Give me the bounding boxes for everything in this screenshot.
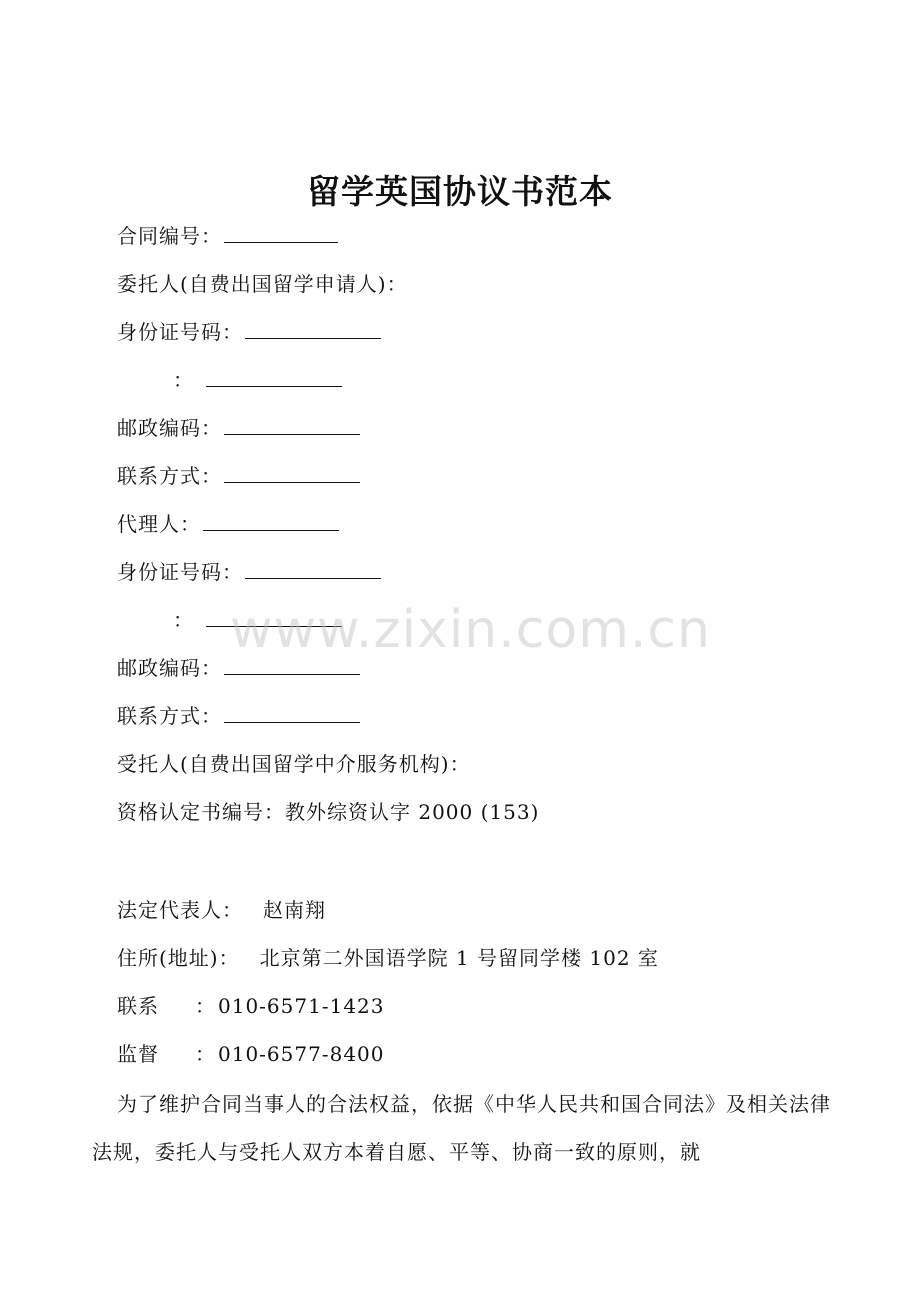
client-id-label: 身份证号码： xyxy=(117,320,243,344)
contract-number-label: 合同编号： xyxy=(117,224,222,248)
supervise-line xyxy=(117,1040,385,1068)
document-title: 留学英国协议书范本 xyxy=(307,172,613,211)
address-line xyxy=(117,944,659,972)
legal-rep-value: 赵南翔 xyxy=(263,898,326,922)
client-contact-label: 联系方式： xyxy=(117,464,222,488)
phone-value: 010-6571-1423 xyxy=(218,994,385,1018)
legal-rep-label: 法定代表人： xyxy=(117,898,243,922)
client-postcode-label: 邮政编码： xyxy=(117,416,222,440)
client-extra-blank xyxy=(206,366,342,387)
address-label: 住所(地址)： xyxy=(117,946,240,970)
legal-rep-line xyxy=(117,896,326,924)
client-label: 委托人(自费出国留学申请人)： xyxy=(117,272,408,296)
cert-number-line xyxy=(117,798,539,826)
agent-contact-blank xyxy=(224,702,360,723)
site-watermark: www.zixin.com.cn xyxy=(230,600,711,660)
agent-blank xyxy=(203,510,339,531)
agent-id-blank xyxy=(245,558,381,579)
intro-paragraph: 为了维护合同当事人的合法权益，依据《中华人民共和国合同法》及相关法律法规，委托人与受托人双方本着自愿、平等、协商一致的原则，就 xyxy=(92,1092,831,1164)
agent-postcode-line xyxy=(117,654,360,682)
agent-contact-line xyxy=(117,702,360,730)
client-postcode-blank xyxy=(224,414,360,435)
agent-postcode-label: 邮政编码： xyxy=(117,656,222,680)
phone-colon: ： xyxy=(195,994,216,1018)
contract-number-blank xyxy=(224,222,338,243)
client-extra-label: ： xyxy=(173,368,194,392)
client-line xyxy=(117,270,408,298)
supervise-colon: ： xyxy=(195,1042,216,1066)
trustee-line xyxy=(117,750,471,778)
client-extra-line xyxy=(173,366,342,394)
agent-extra-label: ： xyxy=(173,608,194,632)
client-id-line xyxy=(117,318,381,346)
address-value: 北京第二外国语学院 1 号留同学楼 102 室 xyxy=(259,946,659,970)
client-contact-line xyxy=(117,462,360,490)
client-postcode-line xyxy=(117,414,360,442)
phone-label: 联系 xyxy=(117,994,159,1018)
agent-extra-blank xyxy=(206,606,342,627)
cert-number-text: 资格认定书编号：教外综资认字 2000 (153) xyxy=(117,800,540,824)
agent-contact-label: 联系方式： xyxy=(117,704,222,728)
agent-label: 代理人： xyxy=(117,512,201,536)
client-id-blank xyxy=(245,318,381,339)
agent-extra-line xyxy=(173,606,342,634)
phone-line xyxy=(117,992,385,1020)
client-contact-blank xyxy=(224,462,360,483)
agent-line xyxy=(117,510,339,538)
agent-id-line xyxy=(117,558,381,586)
trustee-label: 受托人(自费出国留学中介服务机构)： xyxy=(117,752,471,776)
contract-number-line xyxy=(117,222,338,250)
supervise-label: 监督 xyxy=(117,1042,159,1066)
agent-id-label: 身份证号码： xyxy=(117,560,243,584)
agent-postcode-blank xyxy=(224,654,360,675)
supervise-value: 010-6577-8400 xyxy=(218,1042,385,1066)
